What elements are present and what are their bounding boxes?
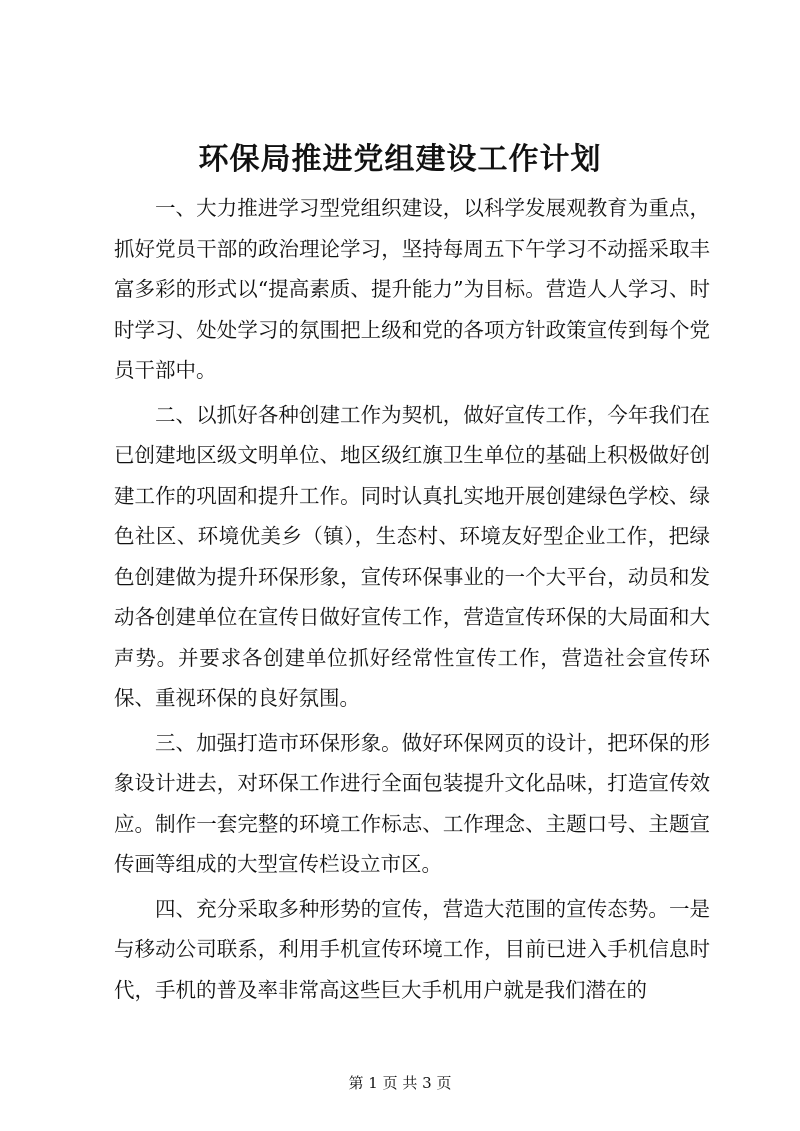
paragraph-1: 一、大力推进学习型党组织建设，以科学发展观教育为重点，抓好党员干部的政治理论学习，坚持每周五下午学习不动摇采取丰富多彩的形式以“提高素质、提升能力”为目标。营造人人学习、时时学习、处处学习的氛围把上级和党的各项方针政策宣传到每个党员干部中。 xyxy=(114,196,710,382)
paragraph-3: 三、加强打造市环保形象。做好环保网页的设计，把环保的形象设计进去，对环保工作进行全面包装提升文化品味，打造宣传效应。制作一套完整的环境工作标志、工作理念、主题口号、主题宣传画等组成的大型宣传栏设立市区。 xyxy=(114,730,710,876)
page-footer: 第 1 页 共 3 页 xyxy=(348,1074,452,1092)
paragraph-4: 四、充分采取多种形势的宣传，营造大范围的宣传态势。一是与移动公司联系，利用手机宣传环境工作，目前已进入手机信息时代，手机的普及率非常高这些巨大手机用户就是我们潜在的 xyxy=(114,896,710,1002)
document-title: 环保局推进党组建设工作计划 xyxy=(198,142,602,177)
document-body xyxy=(114,188,710,1010)
paragraph-2: 二、以抓好各种创建工作为契机，做好宣传工作，今年我们在已创建地区级文明单位、地区级红旗卫生单位的基础上积极做好创建工作的巩固和提升工作。同时认真扎实地开展创建绿色学校、绿色社区、环境优美乡（镇），生态村、环境友好型企业工作，把绿色创建做为提升环保形象，宣传环保事业的一个大平台，动员和发动各创建单位在宣传日做好宣传工作，营造宣传环保的大局面和大声势。并要求各创建单位抓好经常性宣传工作，营造社会宣传环保、重视环保的良好氛围。 xyxy=(114,402,710,710)
